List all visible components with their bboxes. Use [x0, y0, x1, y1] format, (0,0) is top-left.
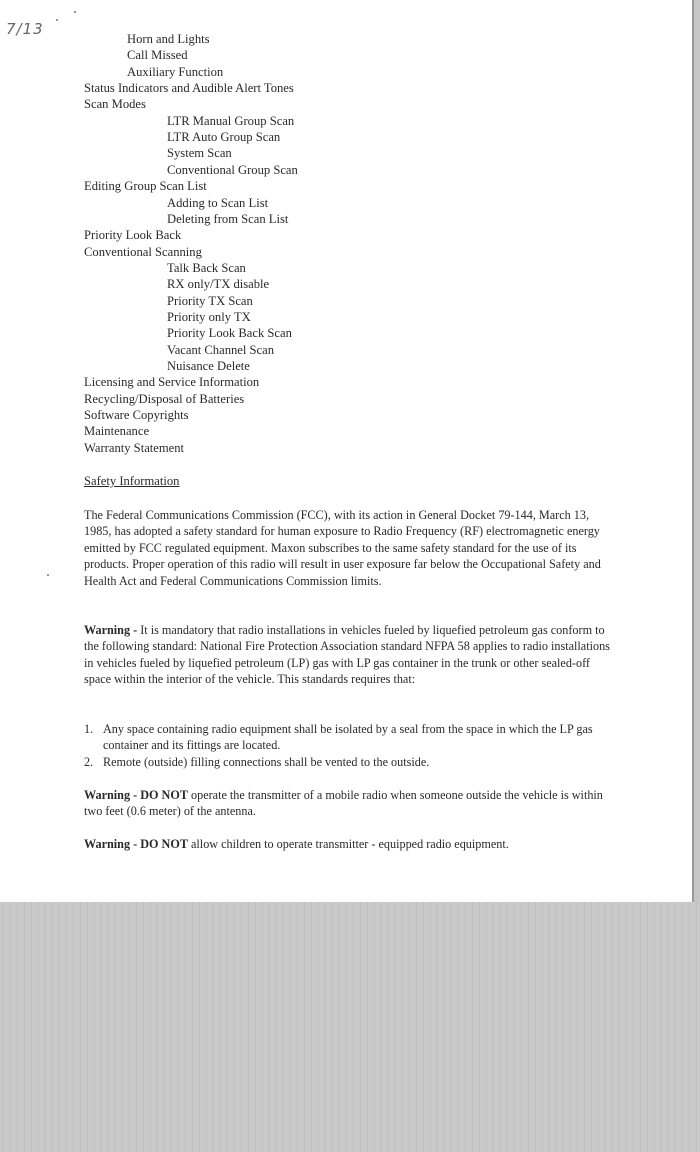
toc-item: Warranty Statement — [84, 440, 185, 455]
warning-text: operate the transmitter of a mobile radio when someone outside the vehicle is within two feet (0.6 meter) of the antenna. — [84, 788, 603, 819]
toc-item: Conventional Scanning — [84, 244, 202, 259]
toc-item: Deleting from Scan List — [167, 211, 289, 226]
warning-text: It is mandatory that radio installations in vehicles fueled by liquefied petroleum gas conform to the following standard: National Fire Protection Association standard NFPA 58 applies to radio installations in vehicles fueled by liquefied petroleum (LP) gas with LP gas container in the trunk or other sealed-off space within the interior of the vehicle. This standards requires that: — [84, 623, 610, 687]
handwritten-margin-note: 7/13 — [6, 20, 44, 38]
list-text: Remote (outside) filling connections shall be vented to the outside. — [103, 755, 430, 769]
warning-antenna — [84, 787, 619, 820]
toc-item: Maintenance — [84, 424, 150, 439]
toc-item: Recycling/Disposal of Batteries — [84, 391, 245, 406]
list-text: Any space containing radio equipment shall be isolated by a seal from the space in which the LP gas container and its fittings are located. — [103, 722, 593, 753]
list-item — [84, 754, 619, 770]
toc-item: Priority only TX — [167, 309, 251, 324]
toc-item: Software Copyrights — [84, 408, 189, 423]
warning-label: Warning - — [84, 837, 138, 851]
toc-item: Priority Look Back Scan — [167, 326, 292, 341]
toc-item: Talk Back Scan — [167, 260, 246, 275]
scan-speck — [47, 574, 49, 576]
toc-item: Priority Look Back — [84, 228, 182, 243]
section-heading: Safety Information — [84, 474, 180, 488]
toc-item: Conventional Group Scan — [167, 162, 298, 177]
toc-item: Auxiliary Function — [127, 64, 224, 79]
toc-item: Priority TX Scan — [167, 293, 253, 308]
toc-item: LTR Manual Group Scan — [167, 113, 295, 128]
toc-item: Vacant Channel Scan — [167, 342, 275, 357]
scan-speck — [56, 19, 58, 21]
list-item — [84, 721, 619, 754]
warning-lp-gas — [84, 622, 619, 688]
toc-item: System Scan — [167, 146, 232, 161]
toc-item: LTR Auto Group Scan — [167, 130, 281, 145]
toc-item: RX only/TX disable — [167, 277, 270, 292]
warning-emphasis: DO NOT — [140, 837, 188, 851]
scan-speck — [74, 11, 76, 13]
toc-item: Scan Modes — [84, 97, 146, 112]
toc-item: Call Missed — [127, 48, 188, 63]
toc-item: Editing Group Scan List — [84, 179, 207, 194]
toc-item: Nuisance Delete — [167, 359, 250, 373]
warning-text: allow children to operate transmitter - equipped radio equipment. — [187, 837, 509, 851]
scanner-background — [0, 902, 700, 1152]
fcc-paragraph: The Federal Communications Commission (FCC), with its action in General Docket 79-144, March 13, 1985, has adopted a safety standard for human exposure to Radio Frequency (RF) electromagnetic energy emitted by FCC regulated equipment. Maxon subscribes to the same safety standard for the use of its products. Proper operation of this radio will result in user exposure far below the Occupational Safety and Health Act and Federal Communications Commission limits. — [84, 508, 601, 588]
toc-item: Adding to Scan List — [167, 195, 269, 210]
warning-emphasis: DO NOT — [140, 788, 188, 802]
warning-label: Warning - — [84, 788, 138, 802]
toc-item: Horn and Lights — [127, 32, 210, 46]
list-number: 1. — [84, 722, 94, 736]
list-number: 2. — [84, 755, 94, 769]
warning-children — [84, 836, 619, 852]
warning-label: Warning - — [84, 623, 138, 637]
toc-item: Status Indicators and Audible Alert Tones — [84, 81, 294, 96]
toc-item: Licensing and Service Information — [84, 375, 260, 390]
